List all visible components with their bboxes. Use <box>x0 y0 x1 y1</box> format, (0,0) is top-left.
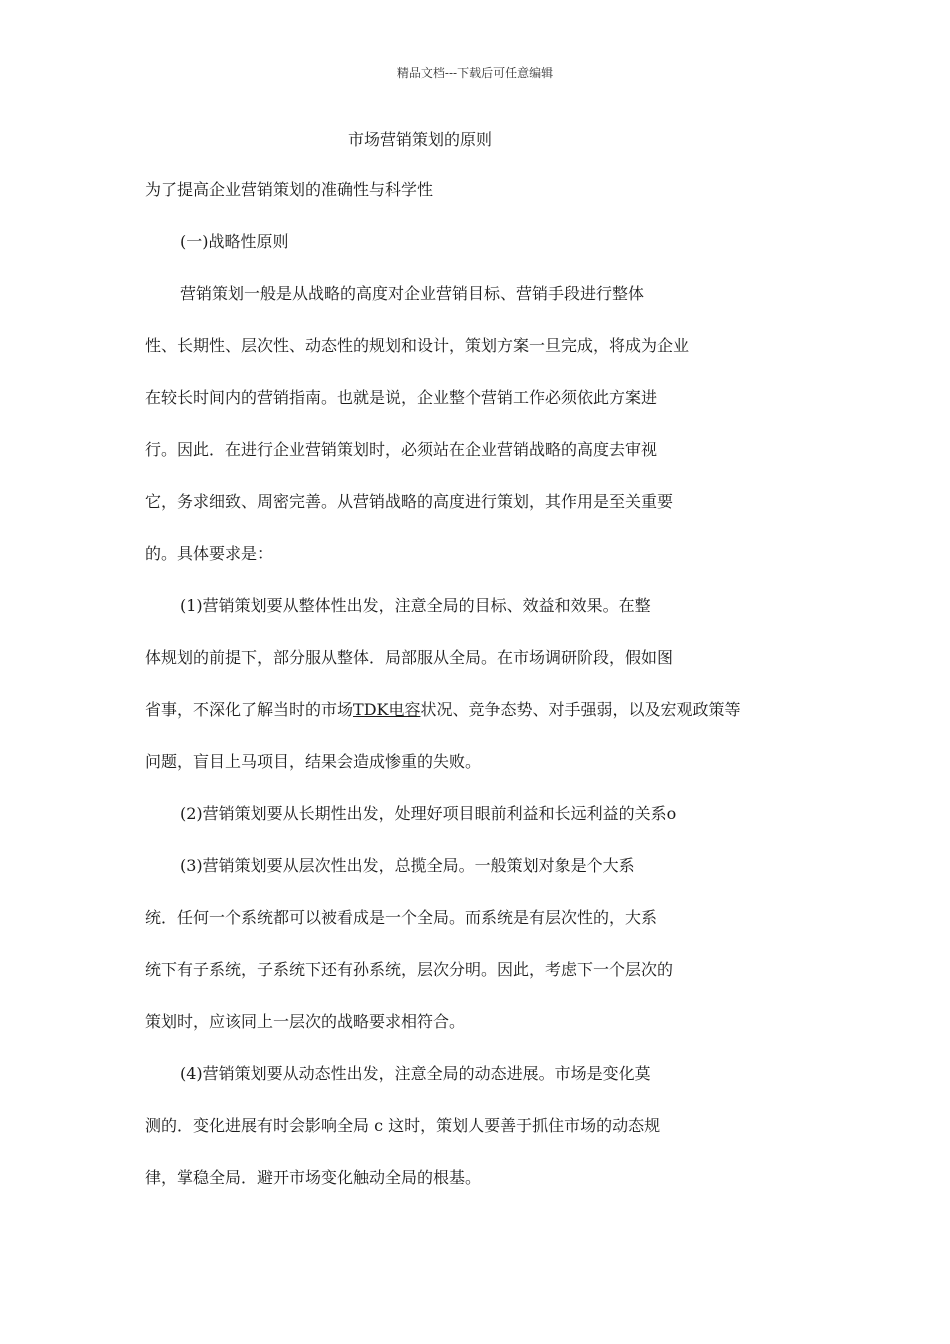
intro-text: 为了提高企业营销策划的准确性与科学性 <box>145 180 434 199</box>
item-line: 统下有子系统，子系统下还有孙系统，层次分明。因此，考虑下一个层次的 <box>145 960 674 979</box>
paragraph-line: 行。因此．在进行企业营销策划时，必须站在企业营销战略的高度去审视 <box>145 440 658 459</box>
paragraph-line: 它，务求细致、周密完善。从营销战略的高度进行策划，其作用是至关重要 <box>145 492 674 511</box>
section-heading: (一)战略性原则 <box>180 232 289 251</box>
paragraph-line: 性、长期性、层次性、动态性的规划和设计，策划方案一旦完成，将成为企业 <box>145 336 690 355</box>
item-line: 测的．变化进展有时会影响全局 c 这时，策划人要善于抓住市场的动态规 <box>145 1116 661 1135</box>
item-line: (2)营销策划要从长期性出发，处理好项目眼前利益和长远利益的关系o <box>180 804 677 823</box>
item-line: 统．任何一个系统都可以被看成是一个全局。而系统是有层次性的，大系 <box>145 908 658 927</box>
item-line: 律，掌稳全局．避开市场变化触动全局的根基。 <box>145 1168 482 1187</box>
document-title: 市场营销策划的原则 <box>347 130 492 149</box>
item-line: (3)营销策划要从层次性出发，总揽全局。一般策划对象是个大系 <box>180 856 635 875</box>
item-line: 体规划的前提下，部分服从整体．局部服从全局。在市场调研阶段，假如图 <box>145 648 674 667</box>
paragraph-line: 营销策划一般是从战略的高度对企业营销目标、营销手段进行整体 <box>180 284 645 303</box>
page-header: 精品文档---下载后可任意编辑 <box>396 66 554 80</box>
item-line: (4)营销策划要从动态性出发，注意全局的动态进展。市场是变化莫 <box>180 1064 651 1083</box>
tdk-capacitor-link[interactable]: TDK电容 <box>353 700 421 719</box>
paragraph-line: 的。具体要求是： <box>145 544 274 563</box>
item-text: 状况、竞争态势、对手强弱，以及宏观政策等 <box>420 700 741 719</box>
item-line <box>145 700 741 720</box>
item-line: 问题，盲目上马项目，结果会造成惨重的失败。 <box>145 752 482 771</box>
paragraph-line: 在较长时间内的营销指南。也就是说，企业整个营销工作必须依此方案进 <box>145 388 658 407</box>
item-line: 策划时，应该同上一层次的战略要求相符合。 <box>145 1012 466 1031</box>
item-line: (1)营销策划要从整体性出发，注意全局的目标、效益和效果。在整 <box>180 596 651 615</box>
item-text: 省事，不深化了解当时的市场 <box>145 700 354 719</box>
